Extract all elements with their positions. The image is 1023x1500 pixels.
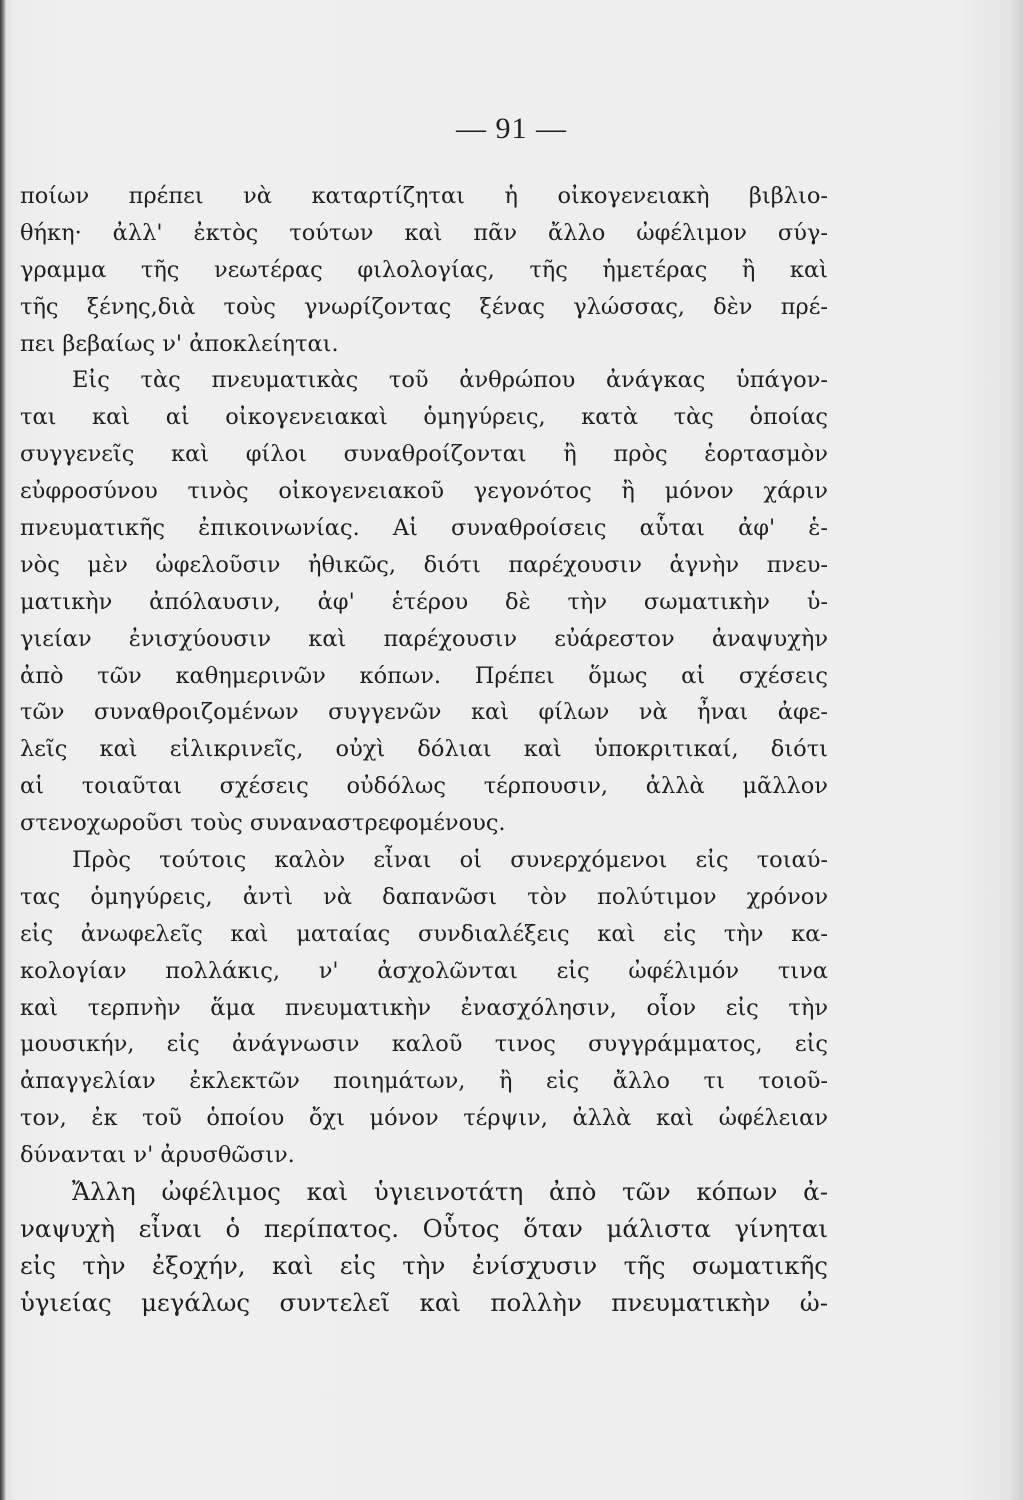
text-line: ποίων πρέπει νὰ καταρτίζηται ἡ οἰκογενειακὴ βιβλιο- [20, 183, 828, 209]
text-line: γιείαν ἐνισχύουσιν καὶ παρέχουσιν εὐάρεστον ἀναψυχὴν [20, 625, 828, 652]
text-line: νὸς μὲν ὠφελοῦσιν ἠθικῶς, διότι παρέχουσιν ἁγνὴν πνευ- [20, 551, 828, 578]
paragraph-start-line: Πρὸς τούτοις καλὸν εἶναι οἱ συνερχόμενοι εἰς τοιαύ- [72, 847, 828, 874]
text-line: ὑγιείας μεγάλως συντελεῖ καὶ πολλὴν πνευματικὴν ὠ- [20, 1287, 828, 1317]
text-line: αἱ τοιαῦται σχέσεις οὐδόλως τέρπουσιν, ἀλλὰ μᾶλλον [20, 773, 828, 800]
text-line: συγγενεῖς καὶ φίλοι συναθροίζονται ἢ πρὸς ἑορτασμὸν [20, 441, 828, 468]
paragraph-start-line: Εἰς τὰς πνευματικὰς τοῦ ἀνθρώπου ἀνάγκας ὑπάγον- [72, 367, 828, 394]
text-line: ἀπὸ τῶν καθημερινῶν κόπων. Πρέπει ὅμως αἱ σχέσεις [20, 662, 828, 689]
text-line: ἀπαγγελίαν ἐκλεκτῶν ποιημάτων, ἢ εἰς ἄλλο τι τοιοῦ- [20, 1068, 828, 1095]
page-number: — 91 — [456, 112, 567, 145]
text-line: δύνανται ν' ἀρυσθῶσιν. [20, 1142, 295, 1169]
text-line: πει βεβαίως ν' ἀποκλείηται. [20, 330, 339, 357]
text-line: ματικὴν ἀπόλαυσιν, ἀφ' ἑτέρου δὲ τὴν σωματικὴν ὑ- [20, 588, 828, 615]
text-line: ναψυχὴ εἶναι ὁ περίπατος. Οὗτος ὅταν μάλιστα γίνηται [20, 1213, 828, 1243]
body-text [20, 178, 828, 1322]
text-line: κολογίαν πολλάκις, ν' ἀσχολῶνται εἰς ὠφέλιμόν τινα [20, 957, 828, 984]
text-line: εἰς ἀνωφελεῖς καὶ ματαίας συνδιαλέξεις καὶ εἰς τὴν κα- [20, 920, 828, 947]
text-line: καὶ τερπνὴν ἅμα πνευματικὴν ἐνασχόλησιν, οἷον εἰς τὴν [20, 994, 828, 1021]
text-line: τῆς ξένης,διὰ τοὺς γνωρίζοντας ξένας γλώσσας, δὲν πρέ- [20, 293, 828, 320]
paragraph-start-line: Ἄλλη ὠφέλιμος καὶ ὑγιεινοτάτη ἀπὸ τῶν κόπων ἀ- [72, 1177, 828, 1207]
text-line: πνευματικῆς ἐπικοινωνίας. Αἱ συναθροίσεις αὗται ἀφ' ἑ- [20, 515, 828, 542]
text-line: μουσικήν, εἰς ἀνάγνωσιν καλοῦ τινος συγγράμματος, εἰς [20, 1031, 828, 1058]
text-line: θήκη· ἀλλ' ἐκτὸς τούτων καὶ πᾶν ἄλλο ὠφέλιμον σύγ- [20, 219, 828, 246]
text-line: τας ὁμηγύρεις, ἀντὶ νὰ δαπανῶσι τὸν πολύτιμον χρόνον [20, 883, 828, 910]
text-line: γραμμα τῆς νεωτέρας φιλολογίας, τῆς ἡμετέρας ἢ καὶ [20, 256, 828, 283]
text-line: τῶν συναθροιζομένων συγγενῶν καὶ φίλων νὰ ἦναι ἀφε- [20, 699, 828, 726]
text-line: εἰς τὴν ἐξοχήν, καὶ εἰς τὴν ἐνίσχυσιν τῆς σωματικῆς [20, 1250, 828, 1280]
text-line: στενοχωροῦσι τοὺς συναναστρεφομένους. [20, 810, 506, 837]
binding-edge [0, 0, 6, 1500]
text-line: λεῖς καὶ εἰλικρινεῖς, οὐχὶ δόλιαι καὶ ὑποκριτικαί, διότι [20, 736, 828, 763]
text-line: τον, ἐκ τοῦ ὁποίου ὄχι μόνον τέρψιν, ἀλλὰ καὶ ὠφέλειαν [20, 1105, 828, 1132]
text-line: εὐφροσύνου τινὸς οἰκογενειακοῦ γεγονότος ἢ μόνον χάριν [20, 478, 828, 505]
text-line: ται καὶ αἱ οἰκογενειακαὶ ὁμηγύρεις, κατὰ τὰς ὁποίας [20, 404, 828, 431]
